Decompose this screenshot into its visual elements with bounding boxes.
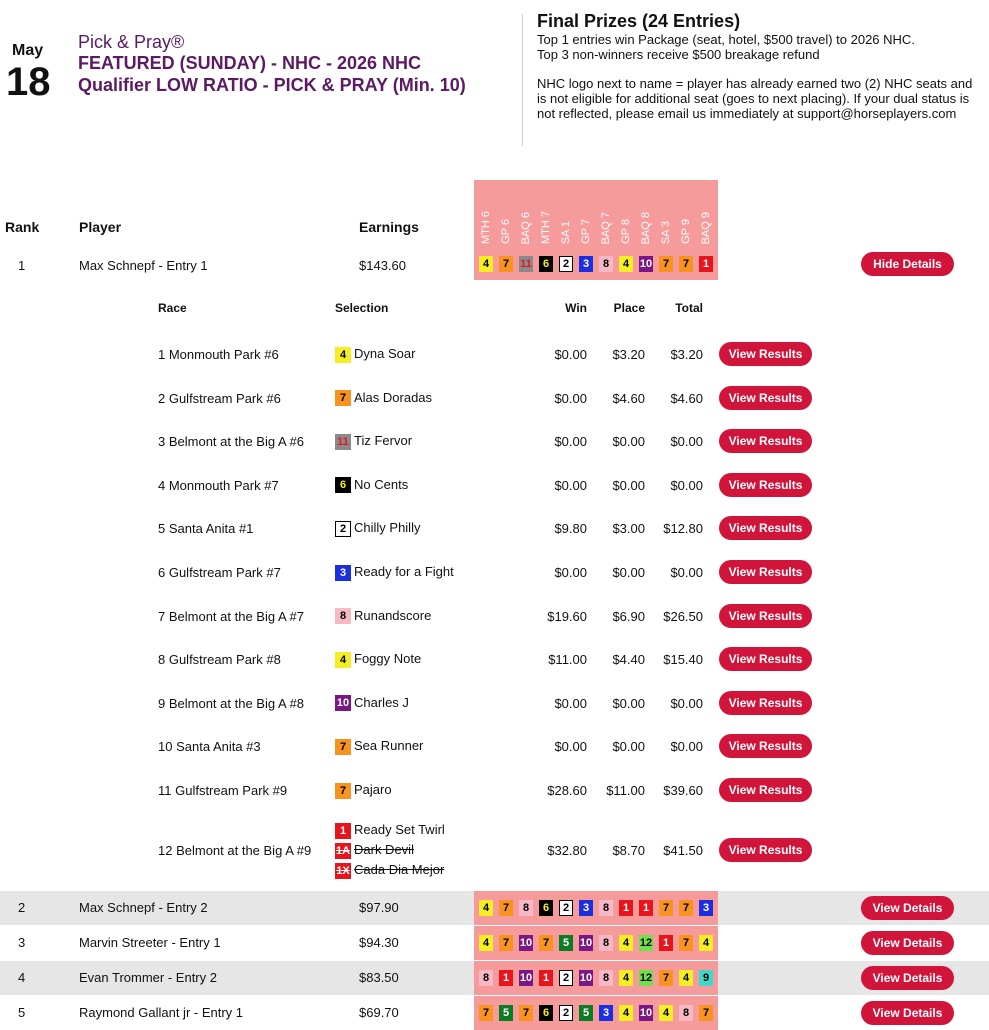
pick-number-box: 7 bbox=[659, 256, 673, 272]
pick-number-box: 7 bbox=[499, 935, 513, 951]
pick-number-box: 5 bbox=[499, 1005, 513, 1021]
pick-number-box: 1 bbox=[699, 256, 713, 272]
detail-place: $8.70 bbox=[612, 843, 645, 858]
saddle-number-box: 1A bbox=[335, 844, 351, 857]
detail-race-name: 1 Monmouth Park #6 bbox=[158, 347, 279, 362]
detail-place: $6.90 bbox=[612, 608, 645, 624]
pick-number-box: 4 bbox=[699, 935, 713, 951]
detail-win: $32.80 bbox=[547, 843, 587, 858]
detail-total: $0.00 bbox=[670, 477, 703, 493]
detail-selection bbox=[335, 477, 408, 494]
detail-race-name: 8 Gulfstream Park #8 bbox=[158, 652, 281, 668]
pick-number-box: 4 bbox=[479, 935, 493, 951]
pick-number-box: 12 bbox=[639, 937, 653, 949]
race-label: SA 1 bbox=[560, 220, 572, 244]
pick-number-box: 11 bbox=[520, 258, 532, 270]
horse-name: Sea Runner bbox=[354, 738, 424, 754]
prize-line-1: Top 1 entries win Package (seat, hotel, $500 travel) to 2026 NHC. bbox=[537, 32, 915, 47]
horse-name: Ready Set Twirl bbox=[354, 822, 445, 837]
view-details-button[interactable]: View Details bbox=[861, 896, 954, 920]
horse-name: Runandscore bbox=[354, 607, 432, 623]
saddle-number-box: 10 bbox=[336, 697, 350, 710]
pick-number-box: 5 bbox=[559, 935, 573, 951]
pick-number-box: 8 bbox=[599, 900, 613, 916]
detail-total: $0.00 bbox=[670, 695, 703, 711]
horse-name: Dark Devil bbox=[354, 842, 414, 857]
detail-selection bbox=[335, 822, 445, 839]
row-rank: 2 bbox=[18, 900, 26, 915]
detail-place: $0.00 bbox=[612, 739, 645, 755]
pick-number-box: 2 bbox=[559, 970, 573, 986]
pick-number-box: 1 bbox=[619, 900, 633, 916]
horse-name: Dyna Soar bbox=[354, 346, 416, 361]
detail-total: $3.20 bbox=[670, 347, 703, 362]
pick-number-box: 3 bbox=[579, 900, 593, 916]
nhc-note: NHC logo next to name = player has already earned two (2) NHC seats and is not eligible for additional seat (goes to next placing). If your dual status is not reflected, please email us immediately at support@horseplayers.com bbox=[537, 76, 973, 121]
detail-win: $0.00 bbox=[554, 565, 587, 580]
prizes-panel bbox=[537, 10, 977, 121]
horse-name: Alas Doradas bbox=[354, 389, 433, 405]
pick-number-box: 3 bbox=[699, 900, 713, 916]
detail-win: $0.00 bbox=[554, 347, 587, 362]
detail-place: $4.60 bbox=[612, 390, 645, 406]
pick-number-box: 1 bbox=[499, 970, 513, 986]
race-label: SA 3 bbox=[660, 220, 672, 244]
pick-number-box: 7 bbox=[679, 256, 693, 272]
pick-number-box: 3 bbox=[579, 256, 593, 272]
detail-selection bbox=[335, 862, 444, 879]
saddle-number-box: 11 bbox=[335, 434, 351, 450]
pick-number-box: 4 bbox=[479, 900, 493, 916]
pick-number-box: 7 bbox=[659, 900, 673, 916]
detail-selection bbox=[335, 842, 414, 859]
row-earnings: $94.30 bbox=[359, 935, 399, 950]
detail-total: $41.50 bbox=[663, 843, 703, 858]
race-label: GP 7 bbox=[580, 219, 592, 244]
detail-win: $0.00 bbox=[554, 695, 587, 711]
pick-number-box: 4 bbox=[619, 970, 633, 986]
view-results-button[interactable]: View Results bbox=[719, 473, 812, 497]
row-picks bbox=[479, 1005, 719, 1021]
date-day: 18 bbox=[6, 60, 51, 104]
pick-number-box: 7 bbox=[539, 935, 553, 951]
detail-win: $28.60 bbox=[547, 783, 587, 798]
leader-player[interactable]: Max Schnepf - Entry 1 bbox=[79, 258, 208, 273]
pick-number-box: 5 bbox=[579, 1005, 593, 1021]
row-rank: 5 bbox=[18, 1005, 26, 1020]
pick-number-box: 10 bbox=[579, 937, 593, 949]
row-picks bbox=[479, 970, 719, 986]
detail-selection bbox=[335, 564, 454, 581]
detail-total: $39.60 bbox=[663, 783, 703, 798]
pick-number-box: 7 bbox=[699, 1005, 713, 1021]
pick-number-box: 7 bbox=[679, 935, 693, 951]
date-month: May bbox=[12, 42, 44, 59]
horse-name: Foggy Note bbox=[354, 651, 422, 667]
saddle-number-box: 7 bbox=[335, 739, 351, 755]
pick-number-box: 6 bbox=[539, 900, 553, 916]
pick-number-box: 6 bbox=[539, 256, 553, 272]
view-results-button[interactable]: View Results bbox=[719, 778, 812, 802]
hide-details-button[interactable]: Hide Details bbox=[861, 252, 954, 276]
row-rank: 4 bbox=[18, 970, 26, 985]
detail-place: $0.00 bbox=[612, 477, 645, 493]
detail-win: $9.80 bbox=[554, 521, 587, 537]
row-player[interactable]: Marvin Streeter - Entry 1 bbox=[79, 935, 221, 950]
pick-number-box: 7 bbox=[659, 970, 673, 986]
details-total-header: Total bbox=[675, 301, 703, 315]
detail-win: $0.00 bbox=[554, 390, 587, 406]
detail-selection bbox=[335, 695, 409, 712]
saddle-number-box: 3 bbox=[335, 565, 351, 581]
pick-number-box: 7 bbox=[499, 900, 513, 916]
horse-name: Cada Dia Mejor bbox=[354, 862, 445, 877]
row-earnings: $69.70 bbox=[359, 1005, 399, 1020]
pick-number-box: 8 bbox=[479, 970, 493, 986]
saddle-number-box: 1 bbox=[335, 823, 351, 839]
view-results-button[interactable]: View Results bbox=[719, 429, 812, 453]
row-player[interactable]: Raymond Gallant jr - Entry 1 bbox=[79, 1005, 244, 1020]
saddle-number-box: 7 bbox=[335, 783, 351, 799]
contest-title: FEATURED (SUNDAY) - NHC - 2026 NHC Qualifier LOW RATIO - PICK & PRAY (Min. 10) bbox=[78, 53, 466, 95]
view-results-button[interactable]: View Results bbox=[719, 342, 812, 366]
pick-number-box: 1 bbox=[639, 900, 653, 916]
race-label: GP 9 bbox=[680, 219, 692, 244]
detail-selection bbox=[335, 390, 432, 407]
detail-total: $4.60 bbox=[670, 390, 703, 406]
detail-total: $12.80 bbox=[663, 521, 703, 537]
player-header: Player bbox=[79, 219, 122, 235]
pick-number-box: 9 bbox=[699, 970, 713, 986]
details-place-header: Place bbox=[613, 301, 645, 315]
pick-number-box: 7 bbox=[479, 1005, 493, 1021]
details-win-header: Win bbox=[565, 301, 587, 315]
horse-name: Chilly Philly bbox=[354, 520, 421, 536]
detail-race-name: 5 Santa Anita #1 bbox=[158, 521, 254, 537]
detail-total: $26.50 bbox=[663, 608, 703, 624]
detail-place: $3.20 bbox=[612, 347, 645, 362]
pick-number-box: 4 bbox=[659, 1005, 673, 1021]
race-label: MTH 6 bbox=[480, 211, 492, 244]
view-results-button[interactable]: View Results bbox=[719, 734, 812, 758]
row-earnings: $97.90 bbox=[359, 900, 399, 915]
pick-number-box: 8 bbox=[519, 900, 533, 916]
detail-race-name: 10 Santa Anita #3 bbox=[158, 739, 261, 755]
pick-number-box: 8 bbox=[599, 970, 613, 986]
detail-win: $19.60 bbox=[547, 608, 587, 624]
pick-number-box: 10 bbox=[579, 972, 593, 984]
pick-number-box: 7 bbox=[519, 1005, 533, 1021]
view-details-button[interactable]: View Details bbox=[861, 931, 954, 955]
leader-earnings: $143.60 bbox=[359, 258, 406, 273]
pick-number-box: 4 bbox=[619, 935, 633, 951]
view-details-button[interactable]: View Details bbox=[861, 966, 954, 990]
pick-number-box: 1 bbox=[659, 935, 673, 951]
contest-title-block bbox=[78, 32, 498, 96]
detail-race-name: 9 Belmont at the Big A #8 bbox=[158, 695, 304, 711]
view-results-button[interactable]: View Results bbox=[719, 604, 812, 628]
pick-number-box: 7 bbox=[499, 256, 513, 272]
race-label: BAQ 8 bbox=[640, 211, 652, 244]
pick-number-box: 10 bbox=[519, 937, 533, 949]
view-results-button[interactable]: View Results bbox=[719, 647, 812, 671]
row-player[interactable]: Evan Trommer - Entry 2 bbox=[79, 970, 217, 985]
detail-total: $0.00 bbox=[670, 434, 703, 450]
row-earnings: $83.50 bbox=[359, 970, 399, 985]
prize-line-2: Top 3 non-winners receive $500 breakage refund bbox=[537, 47, 820, 62]
details-race-header: Race bbox=[158, 301, 187, 315]
pick-number-box: 2 bbox=[559, 900, 573, 916]
detail-win: $0.00 bbox=[554, 434, 587, 450]
view-results-button[interactable]: View Results bbox=[719, 516, 812, 540]
detail-place: $3.00 bbox=[612, 521, 645, 537]
row-picks bbox=[479, 935, 719, 951]
horse-name: Ready for a Fight bbox=[354, 564, 454, 579]
race-label: BAQ 6 bbox=[520, 211, 532, 244]
horse-name: No Cents bbox=[354, 476, 409, 492]
row-player[interactable]: Max Schnepf - Entry 2 bbox=[79, 900, 208, 915]
detail-place: $11.00 bbox=[606, 783, 645, 798]
race-label: MTH 7 bbox=[540, 211, 552, 244]
pick-number-box: 4 bbox=[479, 256, 493, 272]
pick-number-box: 6 bbox=[539, 1005, 553, 1021]
detail-selection bbox=[335, 608, 431, 625]
detail-race-name: 11 Gulfstream Park #9 bbox=[158, 783, 288, 798]
prizes-title: Final Prizes (24 Entries) bbox=[537, 11, 741, 31]
detail-race-name: 12 Belmont at the Big A #9 bbox=[158, 843, 312, 858]
pick-number-box: 8 bbox=[679, 1005, 693, 1021]
pick-number-box: 1 bbox=[539, 970, 553, 986]
detail-selection bbox=[335, 346, 415, 363]
detail-total: $15.40 bbox=[663, 652, 703, 668]
detail-race-name: 7 Belmont at the Big A #7 bbox=[158, 608, 304, 624]
view-results-button[interactable]: View Results bbox=[719, 838, 812, 862]
detail-race-name: 4 Monmouth Park #7 bbox=[158, 477, 279, 493]
pick-number-box: 4 bbox=[619, 1005, 633, 1021]
detail-win: $0.00 bbox=[554, 739, 587, 755]
view-results-button[interactable]: View Results bbox=[719, 560, 812, 584]
brand-name: Pick & Pray® bbox=[78, 32, 185, 52]
pick-number-box: 8 bbox=[599, 935, 613, 951]
saddle-number-box: 7 bbox=[335, 390, 351, 406]
detail-selection bbox=[335, 782, 392, 799]
detail-place: $0.00 bbox=[612, 434, 645, 450]
saddle-number-box: 1X bbox=[336, 864, 350, 877]
detail-total: $0.00 bbox=[670, 739, 703, 755]
race-label: GP 6 bbox=[500, 219, 512, 244]
pick-number-box: 3 bbox=[599, 1005, 613, 1021]
detail-selection bbox=[335, 433, 412, 450]
saddle-number-box: 4 bbox=[335, 347, 351, 363]
horse-name: Pajaro bbox=[354, 782, 392, 797]
saddle-number-box: 2 bbox=[335, 521, 351, 537]
saddle-number-box: 4 bbox=[335, 652, 351, 668]
header-divider bbox=[522, 14, 523, 146]
pick-number-box: 10 bbox=[639, 258, 653, 270]
view-results-button[interactable]: View Results bbox=[719, 386, 812, 410]
pick-number-box: 4 bbox=[619, 256, 633, 272]
rank-header: Rank bbox=[5, 219, 40, 235]
saddle-number-box: 8 bbox=[335, 608, 351, 624]
view-details-button[interactable]: View Details bbox=[861, 1001, 954, 1025]
detail-total: $0.00 bbox=[670, 565, 703, 580]
detail-place: $4.40 bbox=[612, 652, 645, 668]
pick-number-box: 2 bbox=[559, 1005, 573, 1021]
detail-win: $0.00 bbox=[554, 477, 587, 493]
detail-win: $11.00 bbox=[548, 652, 587, 668]
horse-name: Tiz Fervor bbox=[354, 433, 413, 449]
detail-place: $0.00 bbox=[612, 565, 645, 580]
pick-number-box: 10 bbox=[639, 1007, 653, 1019]
pick-number-box: 7 bbox=[679, 900, 693, 916]
pick-number-box: 8 bbox=[599, 256, 613, 272]
detail-place: $0.00 bbox=[612, 695, 645, 711]
horse-name: Charles J bbox=[354, 694, 409, 710]
pick-number-box: 4 bbox=[679, 970, 693, 986]
view-results-button[interactable]: View Results bbox=[719, 691, 812, 715]
detail-race-name: 6 Gulfstream Park #7 bbox=[158, 565, 281, 580]
race-label: GP 8 bbox=[620, 219, 632, 244]
earnings-header: Earnings bbox=[359, 219, 419, 235]
detail-race-name: 3 Belmont at the Big A #6 bbox=[158, 434, 304, 450]
detail-selection bbox=[335, 738, 423, 755]
pick-number-box: 2 bbox=[559, 256, 573, 272]
pick-number-box: 10 bbox=[519, 972, 533, 984]
detail-race-name: 2 Gulfstream Park #6 bbox=[158, 390, 281, 406]
details-selection-header: Selection bbox=[335, 301, 389, 315]
detail-selection bbox=[335, 651, 421, 668]
leader-rank: 1 bbox=[18, 258, 26, 273]
row-rank: 3 bbox=[18, 935, 26, 950]
detail-selection bbox=[335, 520, 420, 537]
leader-picks bbox=[479, 256, 719, 272]
race-label: BAQ 7 bbox=[600, 211, 612, 244]
pick-number-box: 12 bbox=[639, 972, 653, 984]
row-picks bbox=[479, 900, 719, 916]
saddle-number-box: 6 bbox=[335, 477, 351, 493]
race-label: BAQ 9 bbox=[700, 211, 712, 244]
